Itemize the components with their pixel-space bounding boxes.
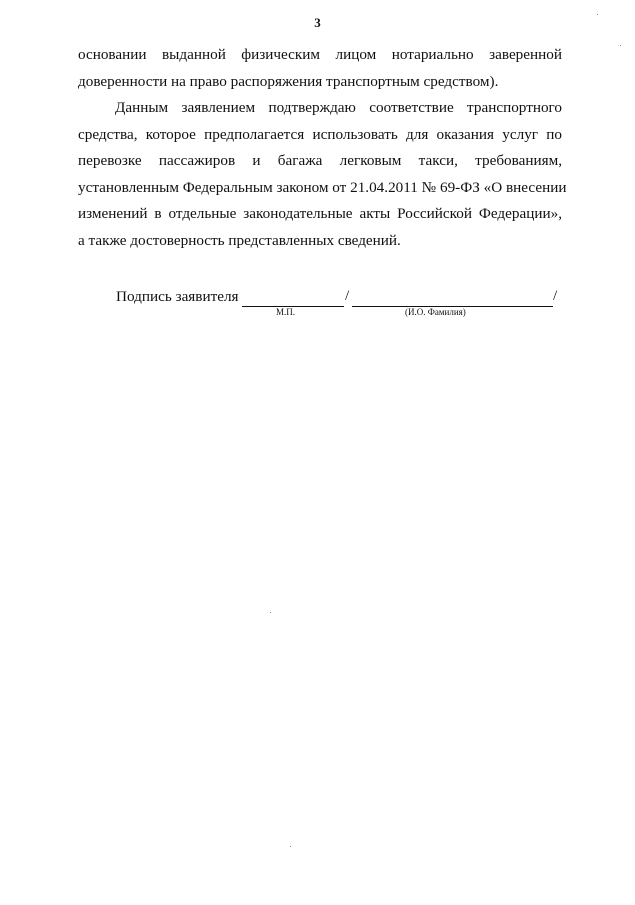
stamp-caption: М.П. (276, 307, 296, 317)
text-line: изменений в отдельные законодательные акты Российской Федерации», (78, 205, 562, 223)
text-line: а также достоверность представленных сведений. (78, 231, 401, 249)
scan-speck (290, 846, 291, 847)
text-line: основании выданной физическим лицом нотариально заверенной (78, 46, 562, 63)
page-number: 3 (314, 15, 321, 30)
signature-slash: / (553, 287, 558, 304)
name-caption: (И.О. Фамилия) (405, 307, 466, 317)
scan-speck (597, 14, 598, 15)
text-line: доверенности на право распоряжения транспортным средством). (78, 72, 499, 90)
scan-speck (270, 612, 271, 613)
scan-speck (620, 45, 621, 46)
paragraph-continuation (78, 42, 562, 95)
signature-slash: / (345, 287, 350, 304)
signature-row (116, 288, 576, 328)
text-line: средства, которое предполагается использовать для оказания услуг по (78, 125, 562, 143)
text-line: установленным Федеральным законом от 21.04.2011 № 69-ФЗ «О внесении (78, 178, 567, 196)
text-line: перевозке пассажиров и багажа легковым такси, требованиям, (78, 152, 562, 170)
text-line: Данным заявлением подтверждаю соответствие транспортного (115, 99, 562, 116)
paragraph-confirmation (78, 95, 567, 255)
signature-label: Подпись заявителя (116, 288, 239, 305)
